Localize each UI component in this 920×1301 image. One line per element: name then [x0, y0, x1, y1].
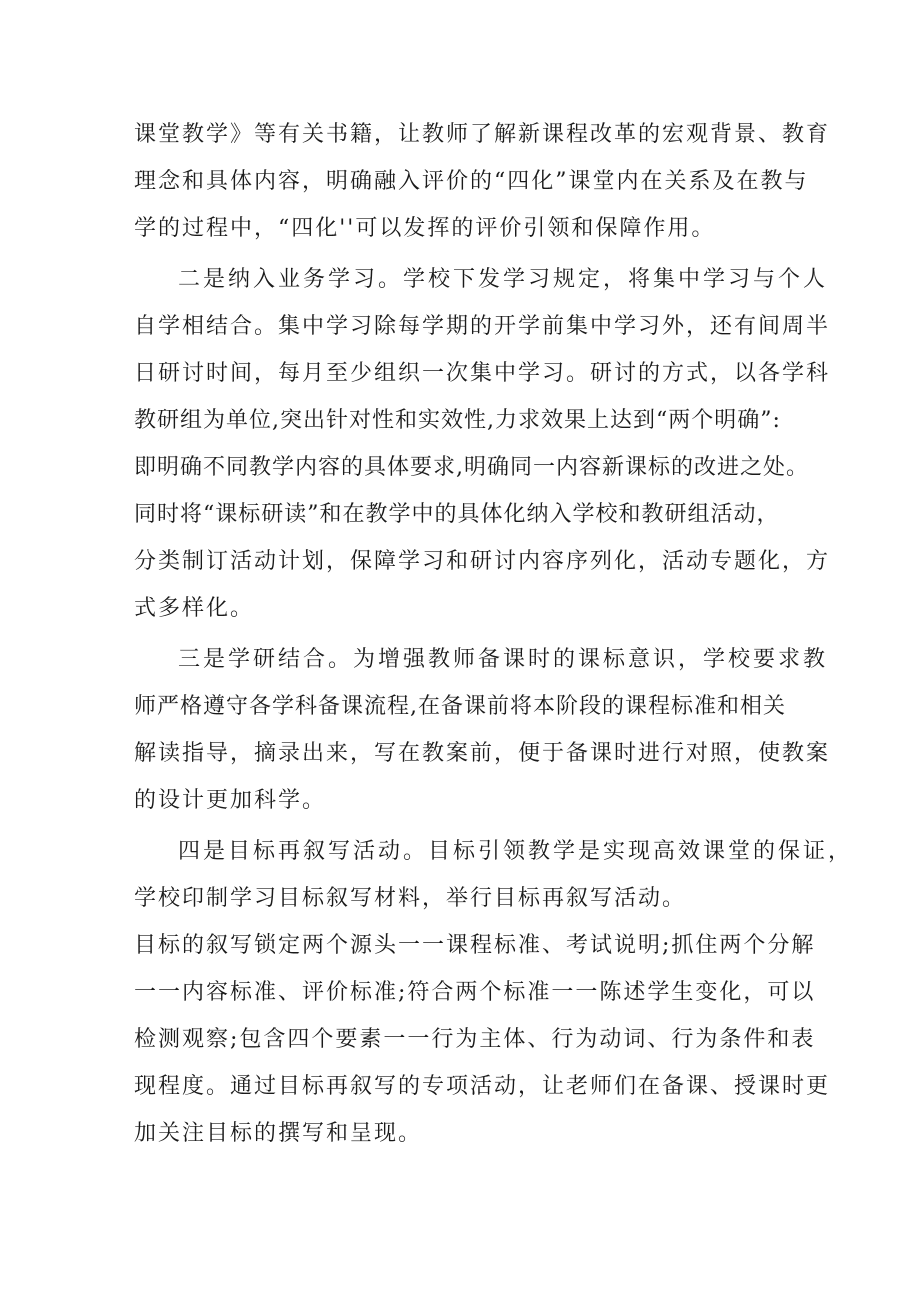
text-line-6: 日研讨时间，每月至少组织一次集中学习。研讨的方式，以各学科 — [134, 361, 831, 386]
text-line-2: 理念和具体内容，明确融入评价的“四化”课堂内在关系及在教与 — [134, 169, 809, 194]
text-line-18: 目标的叙写锁定两个源头一一课程标准、考试说明;抓住两个分解 — [134, 933, 816, 958]
text-line-3: 学的过程中，“四化''可以发挥的评价引领和保障作用。 — [134, 216, 716, 241]
text-line-11: 式多样化。 — [134, 596, 255, 621]
text-line-20: 检测观察;包含四个要素一一行为主体、行为动词、行为条件和表 — [134, 1027, 816, 1052]
text-line-16: 四是目标再叙写活动。目标引领教学是实现高效课堂的保证， — [178, 839, 854, 864]
text-line-15: 的设计更加科学。 — [134, 788, 327, 813]
text-line-21: 现程度。通过目标再叙写的专项活动，让老师们在备课、授课时更 — [134, 1074, 831, 1099]
text-line-12: 三是学研结合。为增强教师备课时的课标意识，学校要求教 — [178, 647, 829, 672]
text-line-1: 课堂教学》等有关书籍，让教师了解新课程改革的宏观背景、教育 — [134, 122, 831, 147]
text-line-14: 解读指导，摘录出来，写在教案前，便于备课时进行对照，使教案 — [134, 741, 831, 766]
text-line-13: 师严格遵守各学科备课流程,在备课前将本阶段的课程标准和相关 — [134, 694, 786, 719]
text-line-19: 一一内容标准、评价标准;符合两个标准一一陈述学生变化，可以 — [134, 980, 816, 1005]
text-line-5: 自学相结合。集中学习除每学期的开学前集中学习外，还有间周半 — [134, 314, 831, 339]
text-line-17: 学校印制学习目标叙写材料，举行目标再叙写活动。 — [134, 886, 687, 911]
text-line-22: 加关注目标的撰写和呈现。 — [134, 1121, 423, 1146]
text-line-9: 同时将“课标研读”和在教学中的具体化纳入学校和教研组活动， — [134, 502, 780, 527]
text-line-8: 即明确不同教学内容的具体要求,明确同一内容新课标的改进之处。 — [134, 455, 809, 480]
text-line-10: 分类制订活动计划，保障学习和研讨内容序列化，活动专题化，方 — [134, 549, 831, 574]
text-line-4: 二是纳入业务学习。学校下发学习规定，将集中学习与个人 — [178, 267, 829, 292]
text-line-7: 教研组为单位,突出针对性和实效性,力求效果上达到“两个明确”: — [134, 408, 781, 433]
